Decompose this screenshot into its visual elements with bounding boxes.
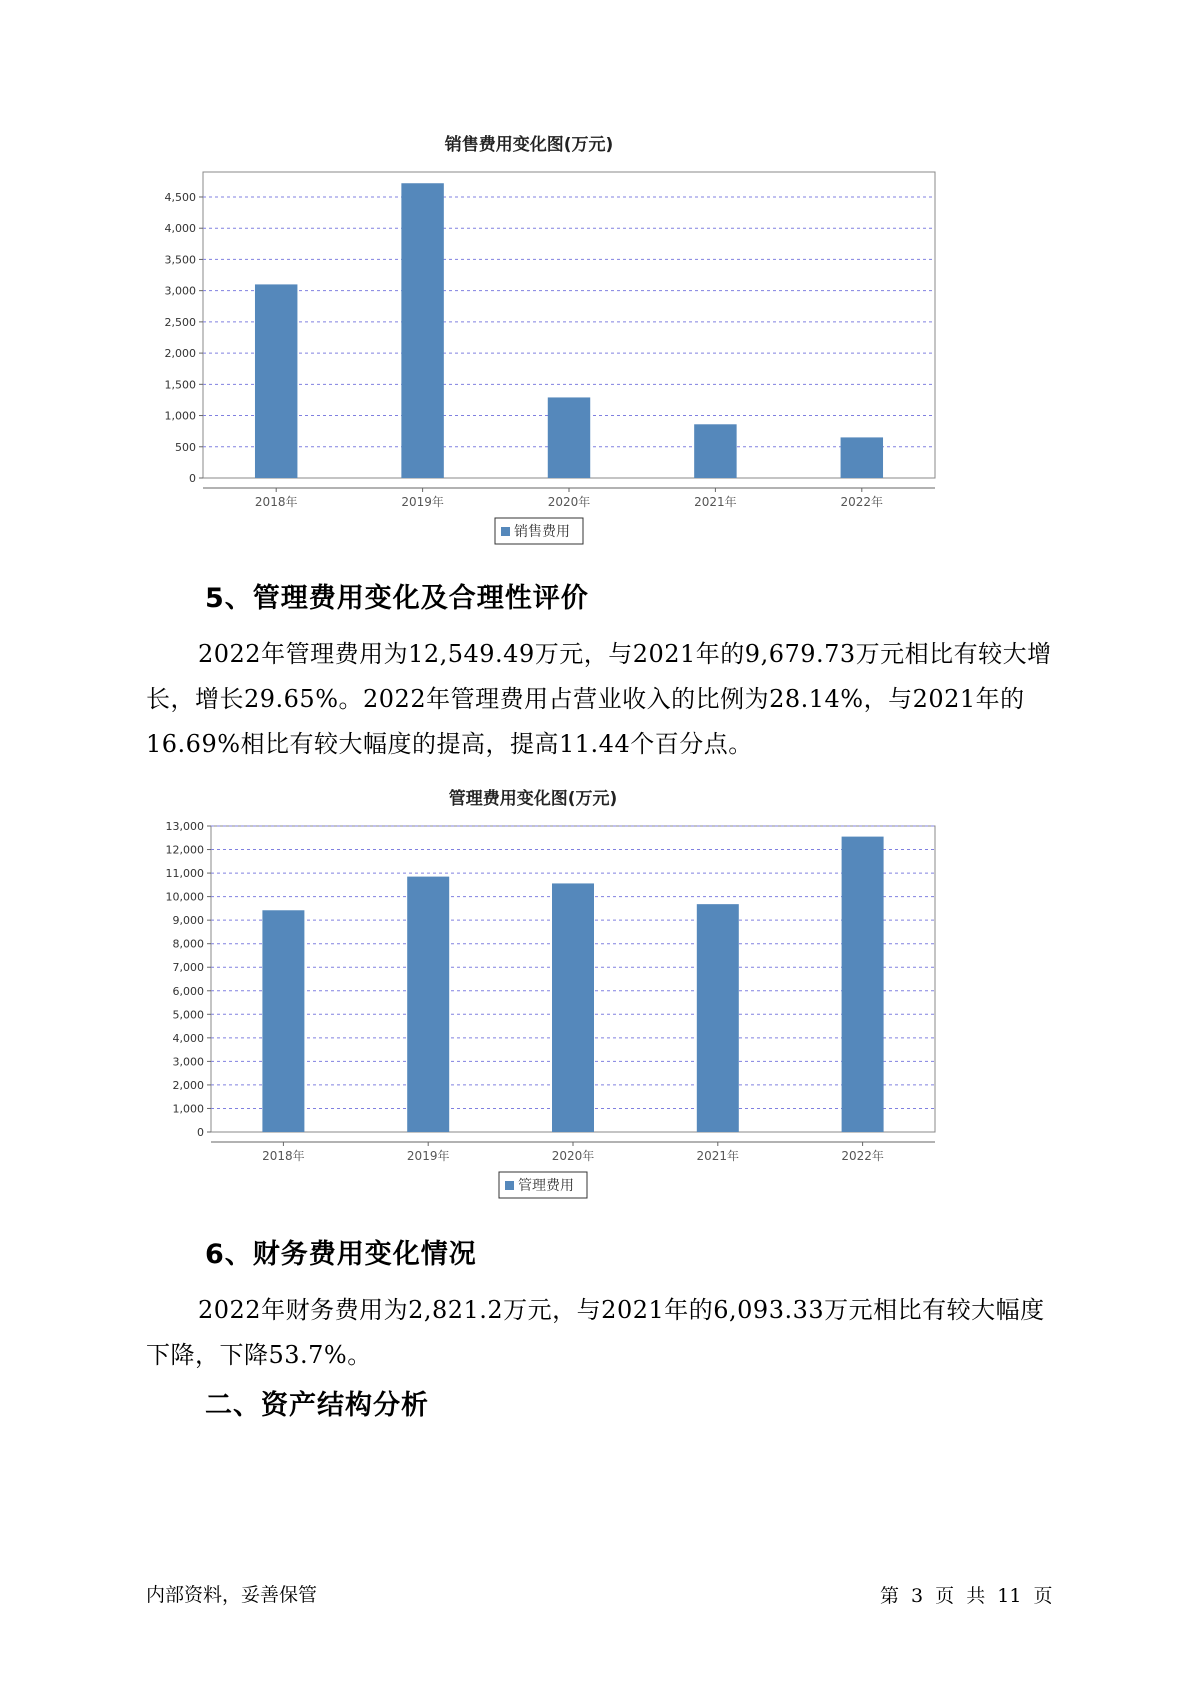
y-tick-label: 1,000 bbox=[164, 409, 196, 423]
bar bbox=[694, 424, 736, 478]
section-6-paragraph bbox=[146, 1288, 1061, 1378]
bar bbox=[407, 877, 449, 1132]
bar bbox=[548, 397, 590, 478]
legend-swatch bbox=[501, 527, 510, 536]
x-tick-label: 2020年 bbox=[547, 495, 591, 509]
section-5-heading: 5、管理费用变化及合理性评价 bbox=[205, 583, 589, 614]
footer-page-number: 第 3 页 共 11 页 bbox=[880, 1585, 1053, 1607]
chart-title: 管理费用变化图(万元) bbox=[448, 789, 618, 809]
sales-expense-chart-svg bbox=[145, 122, 1015, 552]
legend-swatch bbox=[505, 1181, 514, 1190]
chart-title: 销售费用变化图(万元) bbox=[444, 135, 614, 155]
y-tick-label: 13,000 bbox=[165, 820, 204, 833]
y-tick-label: 1,000 bbox=[172, 1102, 204, 1116]
legend-label: 管理费用 bbox=[518, 1178, 574, 1194]
y-tick-label: 3,500 bbox=[164, 253, 196, 267]
y-tick-label: 500 bbox=[175, 440, 196, 454]
section-5-text: 2022年管理费用为12,549.49万元，与2021年的9,679.73万元相比有较大增长，增长29.65%。2022年管理费用占营业收入的比例为28.14%，与2021年的16.69%相比有较大幅度的提高，提高11.44个百分点。 bbox=[146, 640, 1052, 758]
y-tick-label: 11,000 bbox=[165, 867, 204, 881]
y-tick-label: 10,000 bbox=[165, 890, 204, 904]
bar bbox=[552, 883, 594, 1132]
x-tick-label: 2022年 bbox=[840, 495, 884, 509]
y-tick-label: 2,500 bbox=[164, 315, 196, 329]
section-5-paragraph bbox=[146, 632, 1061, 767]
y-tick-label: 3,000 bbox=[164, 284, 196, 298]
y-tick-label: 5,000 bbox=[172, 1008, 204, 1022]
footer-confidential: 内部资料，妥善保管 bbox=[146, 1584, 318, 1606]
x-tick-label: 2019年 bbox=[406, 1149, 450, 1163]
legend-label: 销售费用 bbox=[514, 524, 570, 540]
y-tick-label: 7,000 bbox=[172, 961, 204, 975]
admin-expense-chart-svg bbox=[145, 776, 1015, 1206]
x-tick-label: 2018年 bbox=[254, 495, 298, 509]
y-tick-label: 4,500 bbox=[164, 190, 196, 204]
x-tick-label: 2022年 bbox=[841, 1149, 884, 1163]
y-tick-label: 12,000 bbox=[165, 843, 204, 857]
y-tick-label: 0 bbox=[189, 472, 196, 485]
section-two-heading: 二、资产结构分析 bbox=[205, 1390, 429, 1421]
x-tick-label: 2019年 bbox=[401, 495, 444, 509]
y-tick-label: 2,000 bbox=[164, 347, 196, 361]
bar bbox=[255, 284, 297, 478]
x-tick-label: 2021年 bbox=[696, 1149, 740, 1163]
y-tick-label: 2,000 bbox=[172, 1078, 204, 1092]
bar bbox=[841, 437, 883, 478]
y-tick-label: 1,500 bbox=[164, 378, 196, 392]
y-tick-label: 4,000 bbox=[172, 1031, 204, 1045]
y-tick-label: 6,000 bbox=[172, 984, 204, 998]
bar bbox=[262, 910, 304, 1132]
y-tick-label: 0 bbox=[197, 1126, 204, 1139]
y-tick-label: 4,000 bbox=[164, 222, 196, 236]
bar bbox=[697, 904, 739, 1132]
bar bbox=[401, 183, 443, 478]
y-tick-label: 9,000 bbox=[172, 914, 204, 928]
x-tick-label: 2018年 bbox=[262, 1149, 305, 1163]
bar bbox=[842, 837, 884, 1132]
y-tick-label: 8,000 bbox=[172, 937, 204, 951]
y-tick-label: 3,000 bbox=[172, 1055, 204, 1069]
sales-expense-chart bbox=[145, 122, 1015, 552]
section-6-heading: 6、财务费用变化情况 bbox=[205, 1239, 477, 1270]
x-tick-label: 2021年 bbox=[694, 495, 737, 509]
section-6-text: 2022年财务费用为2,821.2万元，与2021年的6,093.33万元相比有较大幅度下降，下降53.7%。 bbox=[146, 1296, 1045, 1369]
x-tick-label: 2020年 bbox=[551, 1149, 595, 1163]
admin-expense-chart bbox=[145, 776, 1015, 1206]
